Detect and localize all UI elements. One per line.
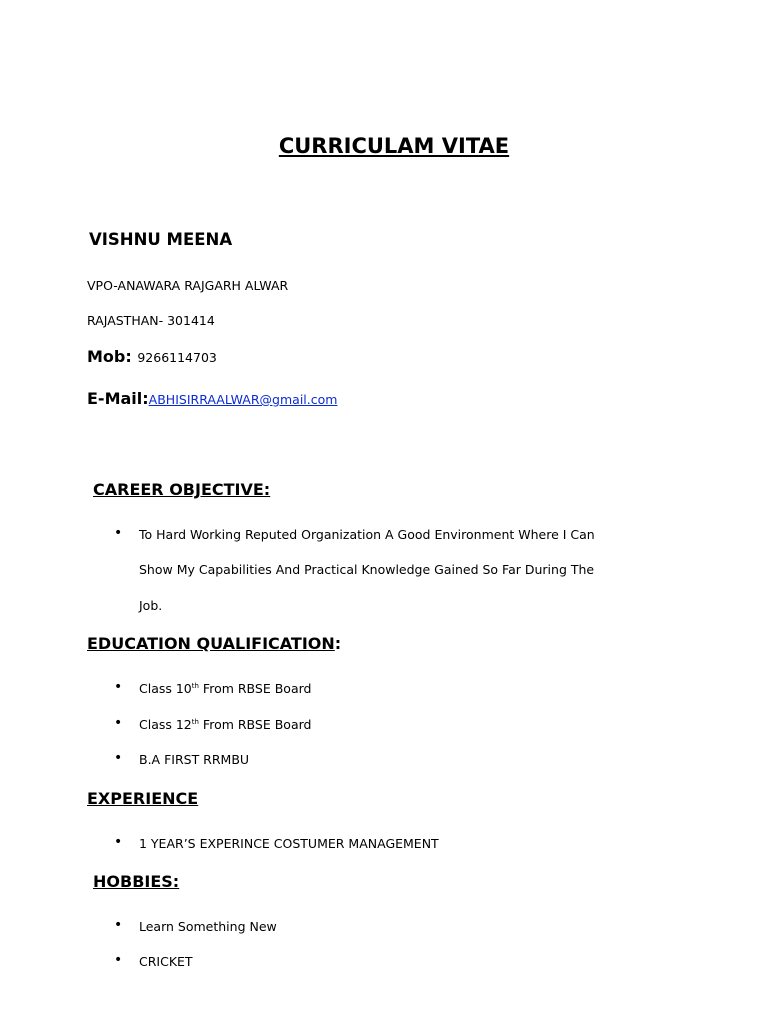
bullet-icon: • (114, 834, 123, 850)
hobby-item: Learn Something New (139, 919, 277, 934)
education-item-text: From RBSE Board (198, 717, 312, 732)
education-item-text: Class 10 (139, 681, 192, 696)
education-item (139, 717, 311, 732)
education-item: B.A FIRST RRMBU (139, 752, 250, 767)
email-row (87, 389, 337, 408)
education-item-text: From RBSE Board (198, 681, 312, 696)
bullet-icon: • (114, 952, 123, 968)
career-objective-line: To Hard Working Reputed Organization A Good Environment Where I Can (139, 527, 595, 542)
bullet-icon: • (114, 750, 123, 766)
education-heading-row (87, 634, 341, 653)
experience-heading: EXPERIENCE (87, 789, 199, 808)
email-link[interactable]: ABHISIRRAALWAR@gmail.com (148, 392, 338, 407)
candidate-name: VISHNU MEENA (89, 230, 233, 249)
address-line-1: VPO-ANAWARA RAJGARH ALWAR (87, 278, 289, 293)
mobile-separator: : (125, 347, 138, 366)
education-heading: EDUCATION QUALIFICATION (87, 634, 335, 653)
education-item-superscript: th (191, 681, 199, 690)
email-separator: : (142, 389, 149, 408)
hobby-item: CRICKET (139, 954, 193, 969)
education-item-text: Class 12 (139, 717, 192, 732)
bullet-icon: • (114, 679, 123, 695)
career-objective-heading: CAREER OBJECTIVE: (93, 480, 271, 499)
address-line-2: RAJASTHAN- 301414 (87, 313, 215, 328)
education-item-superscript: th (191, 717, 199, 726)
education-heading-colon: : (334, 634, 342, 653)
bullet-icon: • (114, 525, 123, 541)
bullet-icon: • (114, 715, 123, 731)
mobile-row (87, 347, 217, 366)
document-title: CURRICULAM VITAE (278, 134, 510, 158)
mobile-label: Mob (87, 347, 126, 366)
experience-item: 1 YEAR’S EXPERINCE COSTUMER MANAGEMENT (139, 836, 439, 851)
career-objective-line: Job. (139, 598, 163, 613)
mobile-number: 9266114703 (137, 350, 217, 365)
education-item (139, 681, 311, 696)
email-label: E-Mail (87, 389, 143, 408)
career-objective-line: Show My Capabilities And Practical Knowledge Gained So Far During The (139, 562, 595, 577)
hobbies-heading: HOBBIES: (93, 872, 180, 891)
bullet-icon: • (114, 917, 123, 933)
